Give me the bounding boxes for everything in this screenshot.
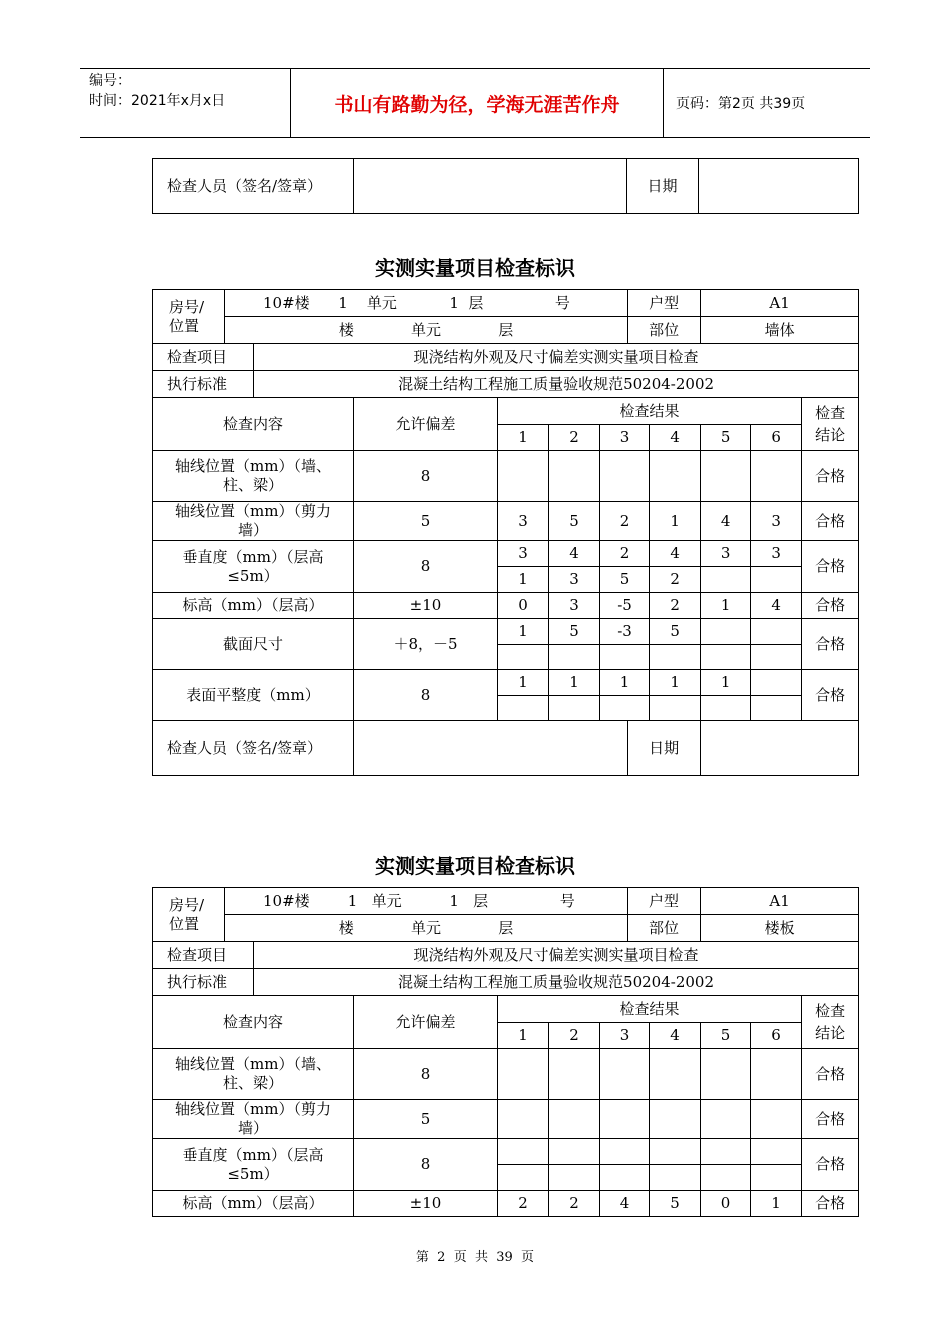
inspector-signature-field[interactable] — [354, 159, 627, 214]
result-cell[interactable] — [650, 1100, 701, 1139]
col-conclusion-a: 检查 — [815, 1002, 846, 1020]
result-col-number: 2 — [549, 1023, 600, 1049]
table-row — [153, 1100, 859, 1139]
check-content: 截面尺寸 — [153, 619, 354, 670]
col-conclusion — [802, 996, 859, 1049]
table-row — [153, 541, 859, 567]
table-row — [153, 451, 859, 502]
result-cell[interactable] — [600, 645, 650, 670]
result-cell[interactable] — [751, 451, 802, 502]
check-content: 轴线位置（mm）（剪力墙） — [153, 1100, 354, 1139]
result-cell[interactable] — [701, 1139, 751, 1165]
result-cell[interactable] — [549, 1165, 600, 1191]
result-cell[interactable] — [498, 696, 549, 721]
header-meta — [80, 69, 291, 137]
type-value: A1 — [701, 290, 859, 317]
result-cell[interactable]: 1 — [650, 502, 701, 541]
result-cell[interactable] — [751, 670, 802, 696]
std-value: 混凝土结构工程施工质量验收规范50204-2002 — [254, 371, 859, 398]
result-cell[interactable] — [701, 619, 751, 645]
result-cell[interactable]: 3 — [751, 541, 802, 567]
result-cell[interactable]: 5 — [600, 567, 650, 593]
result-cell[interactable] — [751, 619, 802, 645]
room-label-a: 房号/ — [169, 895, 205, 914]
tolerance: 5 — [354, 1100, 498, 1139]
type-label: 户型 — [628, 290, 701, 317]
result-cell[interactable] — [701, 1049, 751, 1100]
tolerance: 8 — [354, 541, 498, 593]
result-cell[interactable] — [549, 1049, 600, 1100]
result-cell[interactable] — [650, 1165, 701, 1191]
building-line2: 楼 单元 层 — [225, 915, 628, 942]
table-row — [153, 1049, 859, 1100]
table-row — [153, 502, 859, 541]
result-cell[interactable] — [600, 1049, 650, 1100]
result-cell[interactable]: 4 — [701, 502, 751, 541]
col-tolerance: 允许偏差 — [354, 996, 498, 1049]
check-content: 垂直度（mm）（层高≤5m） — [153, 1139, 354, 1191]
result-cell[interactable]: 3 — [549, 593, 600, 619]
check-content: 轴线位置（mm）（墙、柱、梁） — [153, 451, 354, 502]
result-cell[interactable] — [600, 1139, 650, 1165]
conclusion: 合格 — [802, 670, 859, 721]
number-label: 编号： — [89, 73, 131, 89]
page-footer: 第 2 页 共 39 页 — [415, 1250, 535, 1265]
result-cell[interactable]: 3 — [498, 541, 549, 567]
conclusion: 合格 — [802, 619, 859, 670]
part-value: 墙体 — [701, 317, 859, 344]
tolerance: 8 — [354, 1139, 498, 1191]
result-cell[interactable]: 0 — [701, 1191, 751, 1217]
result-col-number: 3 — [600, 425, 650, 451]
result-cell[interactable]: 4 — [600, 1191, 650, 1217]
item-label: 检查项目 — [153, 344, 254, 371]
col-conclusion — [802, 398, 859, 451]
result-col-number: 4 — [650, 425, 701, 451]
result-col-number: 6 — [751, 1023, 802, 1049]
check-content: 表面平整度（mm） — [153, 670, 354, 721]
motto: 书山有路勤为径，学海无涯苦作舟 — [291, 69, 664, 137]
col-content: 检查内容 — [153, 996, 354, 1049]
result-cell[interactable] — [600, 696, 650, 721]
top-signature-table — [152, 158, 859, 214]
result-cell[interactable]: 1 — [498, 619, 549, 645]
result-cell[interactable] — [650, 1139, 701, 1165]
col-results: 检查结果 — [498, 398, 802, 425]
result-col-number: 6 — [751, 425, 802, 451]
result-col-number: 4 — [650, 1023, 701, 1049]
std-value: 混凝土结构工程施工质量验收规范50204-2002 — [254, 969, 859, 996]
result-col-number: 5 — [701, 425, 751, 451]
result-cell[interactable] — [498, 1049, 549, 1100]
result-cell[interactable]: 2 — [650, 593, 701, 619]
result-cell[interactable]: 1 — [701, 593, 751, 619]
col-conclusion-b: 结论 — [815, 426, 846, 444]
type-value: A1 — [701, 888, 859, 915]
result-cell[interactable]: 4 — [549, 541, 600, 567]
room-label — [153, 888, 225, 942]
building-line: 10#楼 1 单元 1 层 号 — [225, 290, 628, 317]
result-cell[interactable]: 2 — [498, 1191, 549, 1217]
inspector-label: 检查人员（签名/签章） — [153, 721, 354, 776]
result-cell[interactable]: -5 — [600, 593, 650, 619]
check-content: 垂直度（mm）（层高≤5m） — [153, 541, 354, 593]
result-cell[interactable] — [549, 451, 600, 502]
result-cell[interactable]: 2 — [600, 541, 650, 567]
col-tolerance: 允许偏差 — [354, 398, 498, 451]
part-label: 部位 — [628, 915, 701, 942]
result-cell[interactable]: 1 — [549, 670, 600, 696]
col-conclusion-a: 检查 — [815, 404, 846, 422]
check-content: 标高（mm）（层高） — [153, 1191, 354, 1217]
result-cell[interactable]: 3 — [701, 541, 751, 567]
section1-title: 实测实量项目检查标识 — [375, 256, 575, 280]
table-row — [153, 1191, 859, 1217]
std-label: 执行标准 — [153, 969, 254, 996]
result-cell[interactable]: 1 — [498, 670, 549, 696]
col-content: 检查内容 — [153, 398, 354, 451]
result-col-number: 5 — [701, 1023, 751, 1049]
result-cell[interactable] — [498, 451, 549, 502]
result-col-number: 3 — [600, 1023, 650, 1049]
result-cell[interactable] — [650, 451, 701, 502]
result-cell[interactable]: 5 — [650, 1191, 701, 1217]
result-cell[interactable] — [650, 645, 701, 670]
result-cell[interactable] — [751, 1049, 802, 1100]
section2-table — [152, 887, 859, 1217]
table-row — [153, 1139, 859, 1165]
result-cell[interactable]: 3 — [751, 502, 802, 541]
room-label-a: 房号/ — [169, 297, 205, 316]
result-cell[interactable] — [751, 645, 802, 670]
page-info: 页码：第2页 共39页 — [676, 96, 806, 112]
result-cell[interactable] — [549, 645, 600, 670]
date-label: 日期 — [627, 159, 699, 214]
tolerance: ±10 — [354, 1191, 498, 1217]
check-content: 轴线位置（mm）（墙、柱、梁） — [153, 1049, 354, 1100]
result-cell[interactable] — [701, 1165, 751, 1191]
item-value: 现浇结构外观及尺寸偏差实测实量项目检查 — [254, 344, 859, 371]
check-content: 轴线位置（mm）（剪力墙） — [153, 502, 354, 541]
table-row — [153, 670, 859, 696]
result-cell[interactable] — [751, 696, 802, 721]
std-label: 执行标准 — [153, 371, 254, 398]
table-row — [153, 593, 859, 619]
part-label: 部位 — [628, 317, 701, 344]
conclusion: 合格 — [802, 451, 859, 502]
result-cell[interactable] — [600, 1100, 650, 1139]
result-cell[interactable]: 0 — [498, 593, 549, 619]
result-col-number: 2 — [549, 425, 600, 451]
part-value: 楼板 — [701, 915, 859, 942]
building-line2: 楼 单元 层 — [225, 317, 628, 344]
room-label-b: 位置 — [169, 914, 200, 933]
result-cell[interactable] — [650, 696, 701, 721]
result-cell[interactable] — [549, 1100, 600, 1139]
conclusion: 合格 — [802, 541, 859, 593]
result-cell[interactable] — [751, 1100, 802, 1139]
section1-table — [152, 289, 859, 776]
result-cell[interactable]: 3 — [498, 502, 549, 541]
item-label: 检查项目 — [153, 942, 254, 969]
date-field[interactable] — [701, 721, 859, 776]
tolerance: 8 — [354, 670, 498, 721]
result-cell[interactable] — [650, 1049, 701, 1100]
room-label-b: 位置 — [169, 316, 200, 335]
building-line: 10#楼 1 单元 1 层 号 — [225, 888, 628, 915]
result-cell[interactable]: 5 — [650, 619, 701, 645]
result-cell[interactable]: 1 — [600, 670, 650, 696]
type-label: 户型 — [628, 888, 701, 915]
check-content: 标高（mm）（层高） — [153, 593, 354, 619]
result-cell[interactable]: 3 — [549, 567, 600, 593]
result-cell[interactable] — [498, 1100, 549, 1139]
conclusion: 合格 — [802, 1191, 859, 1217]
result-cell[interactable] — [701, 696, 751, 721]
conclusion: 合格 — [802, 1100, 859, 1139]
result-cell[interactable]: 4 — [650, 541, 701, 567]
result-col-number: 1 — [498, 1023, 549, 1049]
tolerance: 5 — [354, 502, 498, 541]
inspector-label: 检查人员（签名/签章） — [153, 159, 354, 214]
col-results: 检查结果 — [498, 996, 802, 1023]
result-cell[interactable] — [549, 696, 600, 721]
conclusion: 合格 — [802, 502, 859, 541]
result-cell[interactable]: 5 — [549, 502, 600, 541]
result-cell[interactable] — [498, 1165, 549, 1191]
col-conclusion-b: 结论 — [815, 1024, 846, 1042]
result-cell[interactable] — [751, 1165, 802, 1191]
item-value: 现浇结构外观及尺寸偏差实测实量项目检查 — [254, 942, 859, 969]
tolerance: ＋8，－5 — [354, 619, 498, 670]
result-cell[interactable]: 1 — [650, 670, 701, 696]
result-cell[interactable] — [600, 451, 650, 502]
result-cell[interactable]: 1 — [701, 670, 751, 696]
result-cell[interactable] — [600, 1165, 650, 1191]
tolerance: ±10 — [354, 593, 498, 619]
result-cell[interactable]: 2 — [650, 567, 701, 593]
date-label: 时间：2021年x月x日 — [89, 93, 226, 109]
result-cell[interactable]: 4 — [751, 593, 802, 619]
result-cell[interactable] — [498, 1139, 549, 1165]
date-label: 日期 — [628, 721, 701, 776]
tolerance: 8 — [354, 1049, 498, 1100]
result-cell[interactable] — [549, 1139, 600, 1165]
conclusion: 合格 — [802, 1049, 859, 1100]
conclusion: 合格 — [802, 593, 859, 619]
result-col-number: 1 — [498, 425, 549, 451]
result-cell[interactable] — [751, 1139, 802, 1165]
date-field[interactable] — [699, 159, 859, 214]
conclusion: 合格 — [802, 1139, 859, 1191]
result-cell[interactable] — [498, 645, 549, 670]
section2-title: 实测实量项目检查标识 — [375, 854, 575, 878]
result-cell[interactable]: 5 — [549, 619, 600, 645]
result-cell[interactable]: 2 — [600, 502, 650, 541]
result-cell[interactable]: -3 — [600, 619, 650, 645]
room-label — [153, 290, 225, 344]
result-cell[interactable] — [701, 567, 751, 593]
result-cell[interactable] — [751, 567, 802, 593]
result-cell[interactable]: 1 — [498, 567, 549, 593]
result-cell[interactable] — [701, 1100, 751, 1139]
tolerance: 8 — [354, 451, 498, 502]
result-cell[interactable] — [701, 645, 751, 670]
table-row — [153, 619, 859, 645]
page-header — [80, 68, 870, 138]
result-cell[interactable]: 1 — [751, 1191, 802, 1217]
result-cell[interactable]: 2 — [549, 1191, 600, 1217]
result-cell[interactable] — [701, 451, 751, 502]
inspector-signature-field[interactable] — [354, 721, 628, 776]
